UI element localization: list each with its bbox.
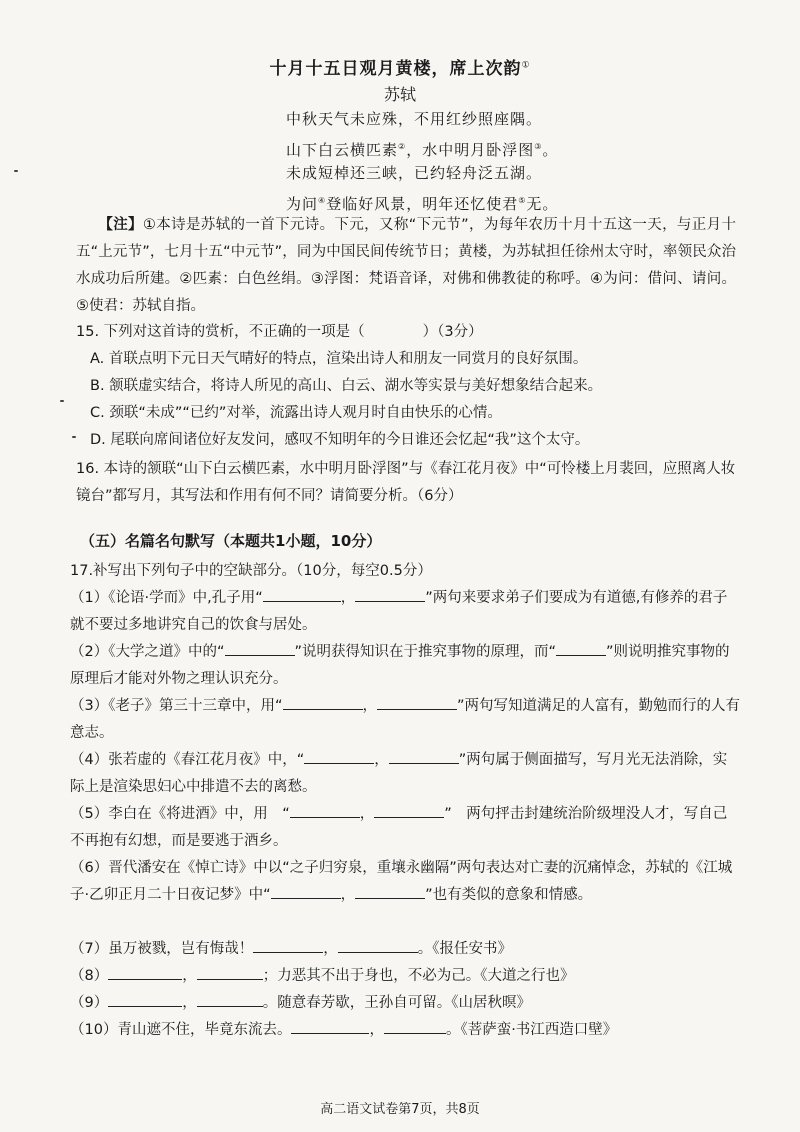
poem-annotation	[76, 212, 736, 320]
answer-blank[interactable]	[290, 801, 360, 818]
dictation-item-6	[70, 855, 740, 909]
annotation-text: ①本诗是苏轼的一首下元诗。下元，又称“下元节”，为每年农历十月十五这一天，与正月十五“上元节”，七月十五“中元节”，同为中国民间传统节日；黄楼，为苏轼担任徐州太守时，率领民众治水成功后所建。②匹素：白色丝绢。③浮图：梵语音译，对佛和佛教徒的称呼。④为问：借问、请问。⑤使君：苏轼自指。	[76, 217, 736, 314]
item-text: ”则说明推究事物的原理后才能对外物之理认识充分。	[70, 644, 730, 687]
dictation-item-9	[70, 990, 740, 1017]
answer-blank[interactable]	[253, 936, 323, 953]
answer-blank[interactable]	[355, 585, 425, 602]
poem-line-text: ，水中明月卧浮图	[406, 141, 535, 159]
answer-blank[interactable]	[374, 801, 444, 818]
answer-blank[interactable]	[271, 882, 341, 899]
question-16: 16. 本诗的颔联“山下白云横匹素，水中明月卧浮图”与《春江花月夜》中“可怜楼上月裴回，应照离人妆镜台”都写月，其写法和作用有何不同？请简要分析。（6分）	[76, 461, 736, 504]
poem-author: 苏轼	[383, 85, 416, 104]
dictation-item-8	[70, 963, 740, 990]
question-17-intro: 17.补写出下列句子中的空缺部分。（10分，每空0.5分）	[70, 563, 432, 579]
scan-speck	[60, 400, 64, 402]
item-text: ”说明获得知识在于推究事物的原理，而“	[294, 644, 557, 660]
answer-blank[interactable]	[197, 963, 263, 980]
item-text: （7）虽万被戮，岂有悔哉！	[70, 941, 254, 957]
poem-line-text: 登临好风景，明年还忆使君	[326, 195, 519, 213]
item-text: ，	[340, 887, 356, 903]
dictation-item-5	[70, 801, 740, 855]
answer-blank[interactable]	[338, 936, 418, 953]
footnote-mark: ②	[398, 142, 407, 151]
dictation-item-10	[70, 1017, 740, 1044]
item-text: ，	[362, 698, 377, 714]
poem-line-text: 中秋天气未应殊，不用红纱照座隅。	[286, 110, 543, 128]
footnote-mark: ⑤	[518, 196, 527, 205]
item-text: （9）	[70, 995, 109, 1011]
item-text: （2）《大学之道》中的“	[70, 644, 225, 660]
poem-line-text: 无。	[526, 195, 559, 213]
answer-blank[interactable]	[108, 990, 182, 1007]
poem-title-footnote-mark: ①	[521, 60, 531, 71]
poem-line	[286, 133, 586, 160]
answer-blank[interactable]	[384, 1017, 446, 1034]
dictation-item-1	[70, 585, 740, 639]
answer-blank[interactable]	[291, 1017, 369, 1034]
item-text: （10）青山遮不住，毕竟东流去。	[70, 1022, 292, 1038]
section-heading: （五）名篇名句默写（本题共1小题，10分）	[80, 532, 382, 550]
answer-blank[interactable]	[263, 585, 341, 602]
poem-body	[286, 106, 586, 214]
item-text: ，	[182, 995, 197, 1011]
poem-line-text: 。	[542, 141, 559, 159]
item-text: ；力恶其不出于身也，不必为己。《大道之行也》	[262, 968, 575, 984]
answer-blank[interactable]	[389, 747, 459, 764]
answer-blank[interactable]	[377, 693, 457, 710]
item-text: ” 两句抨击封建统治阶级埋没人才，写自己不再抱有幻想，而是要逃于酒乡。	[70, 806, 728, 849]
dictation-item-2	[70, 639, 740, 693]
item-text: （3）《老子》第三十三章中，用“	[70, 698, 283, 714]
poem-line-text: 山下白云横匹素	[286, 141, 399, 159]
poem-line	[286, 106, 586, 133]
question-15-option-a: A. 首联点明下元日天气晴好的特点，渲染出诗人和朋友一同赏月的良好氛围。	[90, 351, 588, 367]
item-text: （5）李白在《将进酒》中，用 “	[70, 806, 290, 822]
item-text: 。随意春芳歇，王孙自可留。《山居秋暝》	[262, 995, 531, 1011]
dictation-item-3	[70, 693, 740, 747]
item-text: （4）张若虚的《春江花月夜》中，“	[70, 752, 305, 768]
item-text: （1）《论语·学而》中,孔子用“	[70, 590, 263, 606]
item-text: ，	[359, 806, 375, 822]
poem-title-text: 十月十五日观月黄楼，席上次韵	[269, 59, 522, 79]
answer-blank[interactable]	[304, 747, 374, 764]
answer-blank[interactable]	[355, 882, 425, 899]
item-text: ”两句写知道满足的人富有，勤勉而行的人有意志。	[70, 698, 741, 741]
answer-blank[interactable]	[197, 990, 263, 1007]
question-15-option-d: D. 尾联向席间诸位好友发问，感叹不知明年的今日谁还会忆起“我”这个太守。	[90, 432, 590, 448]
annotation-tag: 【注】	[98, 217, 143, 233]
item-text: （8）	[70, 968, 109, 984]
poem-line-text: 未成短棹还三峡，已约轻舟泛五湖。	[286, 164, 543, 182]
question-15-option-c: C. 颈联“未成”“已约”对举，流露出诗人观月时自由快乐的心情。	[90, 405, 502, 421]
item-text: 。《菩萨蛮·书江西造口壁》	[445, 1022, 618, 1038]
footnote-mark: ③	[534, 142, 543, 151]
footnote-mark: ④	[318, 196, 327, 205]
answer-blank[interactable]	[108, 963, 182, 980]
answer-blank[interactable]	[225, 639, 295, 656]
item-text: ”两句来要求弟子们要成为有道德,有修养的君子就不要过多地讲究自己的饮食与居处。	[70, 590, 728, 633]
question-15-option-b: B. 颔联虚实结合，将诗人所见的高山、白云、湖水等实景与美好想象结合起来。	[90, 378, 603, 394]
question-15-stem: 15. 下列对这首诗的赏析，不正确的一项是（ ）（3分）	[76, 324, 483, 340]
scan-speck	[14, 170, 18, 172]
poem-line	[286, 160, 586, 187]
answer-blank[interactable]	[283, 693, 363, 710]
poem-title	[0, 54, 800, 79]
item-text: ，	[182, 968, 197, 984]
item-text: ，	[323, 941, 338, 957]
item-text: ”两句属于侧面描写，写月光无法消除，实际上是渲染思妇心中排遣不去的离愁。	[70, 752, 728, 795]
answer-blank[interactable]	[556, 639, 606, 656]
item-text: 。《报任安书》	[417, 941, 512, 957]
item-text: ，	[374, 752, 389, 768]
poem-line	[286, 187, 586, 214]
scan-speck	[72, 436, 76, 438]
dictation-item-4	[70, 747, 740, 801]
dictation-item-7	[70, 936, 740, 963]
item-text: ，	[340, 590, 356, 606]
page-footer: 高二语文试卷第7页，共8页	[320, 1102, 480, 1117]
poem-line-text: 为问	[286, 195, 319, 213]
item-text: ”也有类似的意象和情感。	[425, 887, 593, 903]
item-text: ，	[369, 1022, 384, 1038]
item-text: （6）晋代潘安在《悼亡诗》中以“之子归穷泉，重壤永幽隔”两句表达对亡妻的沉痛悼念，苏轼的《江城子·乙卯正月二十日夜记梦》中“	[70, 860, 733, 903]
